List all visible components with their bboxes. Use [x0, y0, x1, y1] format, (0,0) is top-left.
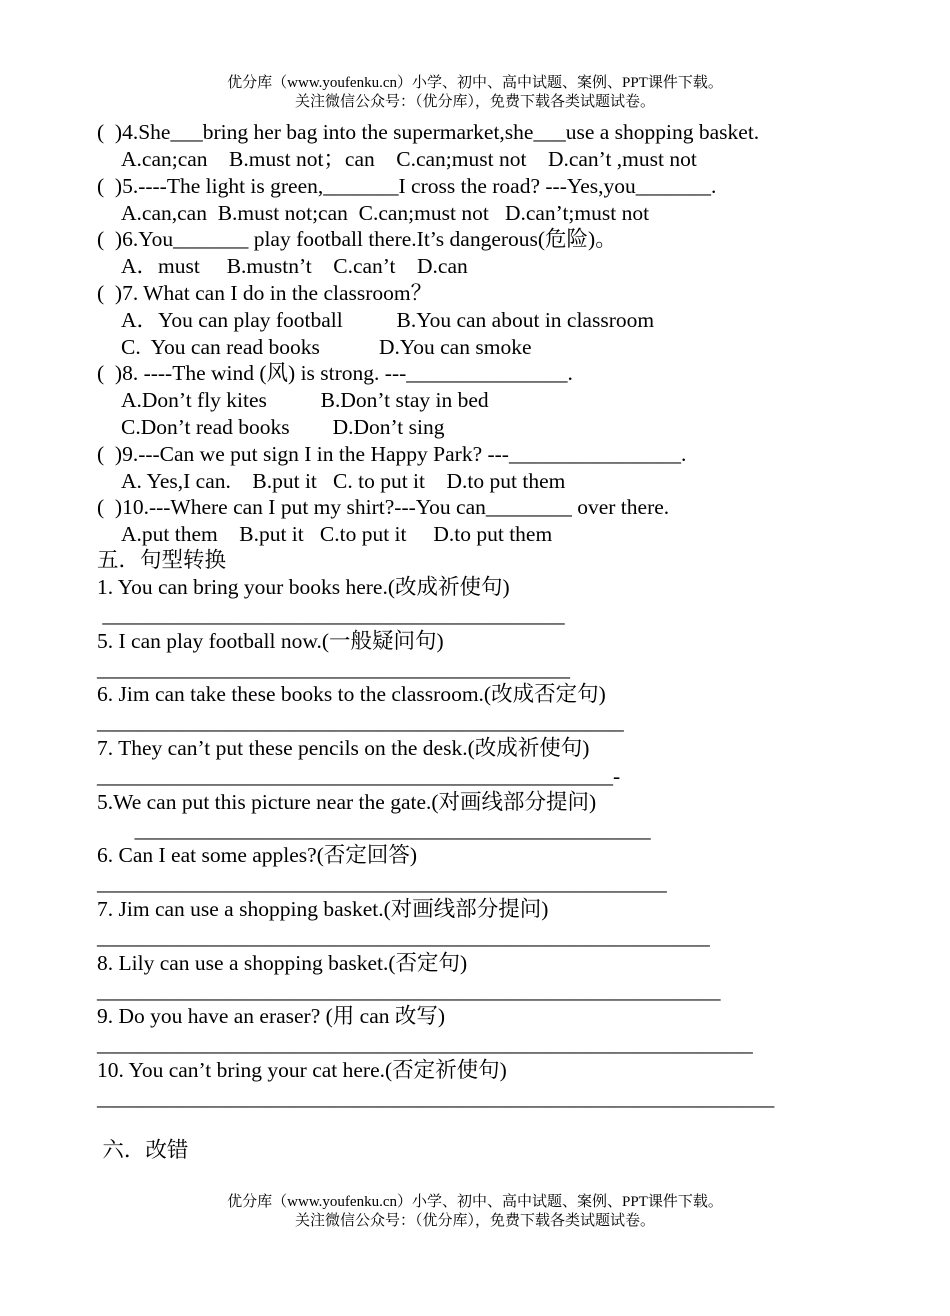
section-6-title: 六．改错	[97, 1138, 189, 1162]
answer-line-1: ___________________________________________	[97, 603, 565, 627]
transform-item-10: 10. You can’t bring your cat here.(否定祈使句)	[97, 1058, 507, 1082]
question-5-options: A.can,can B.must not;can C.can;must not D.can’t;must not	[121, 201, 650, 225]
question-4-options: A.can;can B.must not；can C.can;must not D.can’t ,must not	[121, 147, 697, 171]
question-9: ( )9.---Can we put sign I in the Happy Park? ---________________.	[97, 442, 687, 466]
question-4: ( )4.She___bring her bag into the supermarket,she___use a shopping basket.	[97, 120, 760, 144]
answer-line-4: ________________________________________________-	[97, 764, 621, 788]
transform-item-9: 9. Do you have an eraser? (用 can 改写)	[97, 1004, 446, 1028]
answer-line-6: _____________________________________________________	[97, 871, 667, 895]
question-8-options-b: C.Don’t read books D.Don’t sing	[121, 415, 445, 439]
transform-item-1: 1. You can bring your books here.(改成祈使句)	[97, 575, 510, 599]
transform-item-4: 7. They can’t put these pencils on the desk.(改成祈使句)	[97, 736, 590, 760]
question-10: ( )10.---Where can I put my shirt?---You can________ over there.	[97, 495, 670, 519]
question-7-options-a: A．You can play football B.You can about in classroom	[121, 308, 655, 332]
question-6-options: A．must B.mustn’t C.can’t D.can	[121, 254, 468, 278]
section-5-title: 五．句型转换	[97, 548, 227, 572]
answer-line-7: _________________________________________________________	[97, 925, 710, 949]
question-7-options-b: C. You can read books D.You can smoke	[121, 335, 532, 359]
question-8-options-a: A.Don’t fly kites B.Don’t stay in bed	[121, 388, 489, 412]
answer-line-3: _________________________________________________	[97, 710, 624, 734]
transform-item-3: 6. Jim can take these books to the classroom.(改成否定句)	[97, 682, 606, 706]
transform-item-8: 8. Lily can use a shopping basket.(否定句)	[97, 951, 468, 975]
page-footer	[0, 1193, 950, 1231]
question-5: ( )5.----The light is green,_______I cross the road? ---Yes,you_______.	[97, 174, 717, 198]
answer-line-9: _____________________________________________________________	[97, 1032, 753, 1056]
transform-item-5: 5.We can put this picture near the gate.(对画线部分提问)	[97, 790, 597, 814]
transform-item-6: 6. Can I eat some apples?(否定回答)	[97, 843, 418, 867]
header-line-1: 优分库（www.youfenku.cn）小学、初中、高中试题、案例、PPT课件下载。	[227, 75, 723, 91]
question-6: ( )6.You_______ play football there.It’s dangerous(危险)。	[97, 227, 617, 251]
question-9-options: A. Yes,I can. B.put it C. to put it D.to put them	[121, 469, 566, 493]
question-7: ( )7. What can I do in the classroom？	[97, 281, 433, 305]
header-line-2: 关注微信公众号：（优分库），免费下载各类试题试卷。	[294, 94, 655, 110]
transform-item-2: 5. I can play football now.(一般疑问句)	[97, 629, 444, 653]
footer-line-1: 优分库（www.youfenku.cn）小学、初中、高中试题、案例、PPT课件下载。	[227, 1194, 723, 1210]
transform-item-7: 7. Jim can use a shopping basket.(对画线部分提问)	[97, 897, 549, 921]
footer-line-2: 关注微信公众号：（优分库），免费下载各类试题试卷。	[294, 1213, 655, 1229]
answer-line-5: ________________________________________________	[97, 818, 651, 842]
question-10-options: A.put them B.put it C.to put it D.to put them	[121, 522, 553, 546]
answer-line-2: ____________________________________________	[97, 657, 570, 681]
question-8: ( )8. ----The wind (风) is strong. ---_______________.	[97, 361, 573, 385]
page-header	[0, 74, 950, 112]
answer-line-10: _______________________________________________________________	[97, 1086, 775, 1110]
answer-line-8: __________________________________________________________	[97, 979, 721, 1003]
